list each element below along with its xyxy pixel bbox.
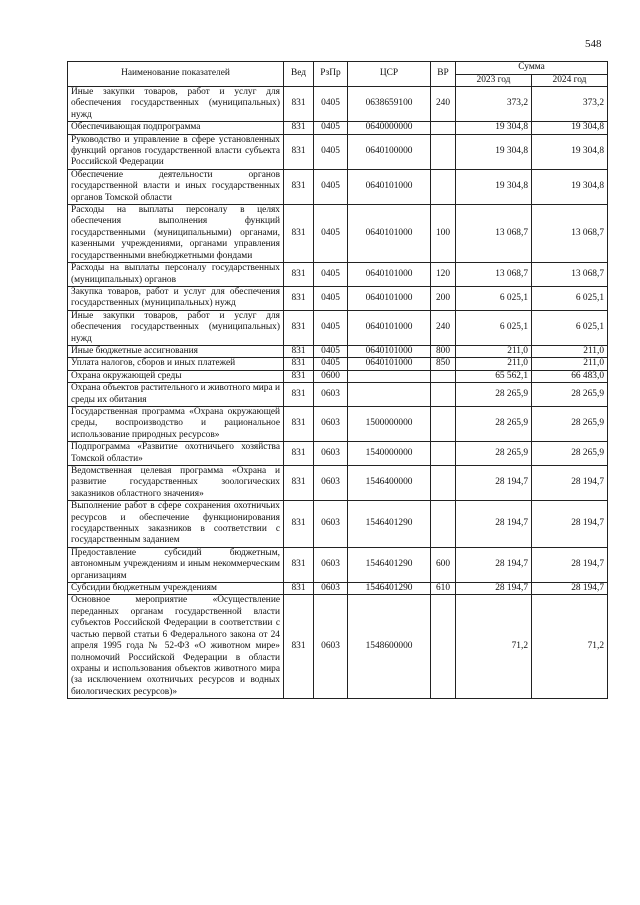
row-csr: 0640101000 [348, 205, 431, 263]
row-name: Ведомственная целевая программа «Охрана и развитие государственных зоологических заказников областного значения» [68, 466, 284, 501]
row-ved: 831 [284, 310, 314, 345]
row-sum-2024: 28 194,7 [532, 466, 608, 501]
row-vr [431, 406, 456, 441]
row-sum-2024: 28 194,7 [532, 547, 608, 582]
row-sum-2024: 28 194,7 [532, 583, 608, 595]
table-row [68, 466, 608, 501]
row-rzpr: 0405 [314, 122, 348, 134]
table-row [68, 310, 608, 345]
header-name: Наименование показателей [68, 62, 284, 87]
row-ved: 831 [284, 501, 314, 548]
header-sum: Сумма [456, 62, 608, 75]
row-vr: 200 [431, 286, 456, 310]
table-row [68, 205, 608, 263]
row-sum-2024: 71,2 [532, 595, 608, 699]
row-rzpr: 0603 [314, 583, 348, 595]
budget-table [67, 61, 608, 699]
row-sum-2024: 66 483,0 [532, 370, 608, 382]
row-sum-2024: 28 194,7 [532, 501, 608, 548]
row-sum-2024: 19 304,8 [532, 122, 608, 134]
table-row [68, 383, 608, 407]
row-csr: 0640101000 [348, 310, 431, 345]
row-vr: 120 [431, 263, 456, 287]
table-row [68, 345, 608, 357]
row-name: Подпрограмма «Развитие охотничьего хозяйства Томской области» [68, 442, 284, 466]
row-ved: 831 [284, 87, 314, 122]
row-name: Расходы на выплаты персоналу в целях обеспечения выполнения функций государственными (муниципальными) органами, казенными учреждениями, органами управления государственными внебюджетными фондами [68, 205, 284, 263]
row-vr: 610 [431, 583, 456, 595]
table-row [68, 87, 608, 122]
row-rzpr: 0405 [314, 169, 348, 204]
row-sum-2023: 71,2 [456, 595, 532, 699]
row-sum-2024: 28 265,9 [532, 383, 608, 407]
row-name: Закупка товаров, работ и услуг для обеспечения государственных (муниципальных) нужд [68, 286, 284, 310]
row-csr: 0640100000 [348, 134, 431, 169]
row-sum-2024: 19 304,8 [532, 134, 608, 169]
row-ved: 831 [284, 547, 314, 582]
header-csr: ЦСР [348, 62, 431, 87]
header-year-2024: 2024 год [532, 74, 608, 87]
row-vr [431, 169, 456, 204]
row-rzpr: 0603 [314, 547, 348, 582]
row-ved: 831 [284, 122, 314, 134]
row-sum-2023: 28 194,7 [456, 466, 532, 501]
row-vr [431, 442, 456, 466]
row-vr [431, 122, 456, 134]
row-ved: 831 [284, 205, 314, 263]
row-ved: 831 [284, 358, 314, 370]
row-sum-2024: 28 265,9 [532, 406, 608, 441]
row-sum-2023: 28 265,9 [456, 442, 532, 466]
row-sum-2023: 211,0 [456, 345, 532, 357]
header-year-2023: 2023 год [456, 74, 532, 87]
row-rzpr: 0603 [314, 406, 348, 441]
row-rzpr: 0405 [314, 134, 348, 169]
row-rzpr: 0603 [314, 442, 348, 466]
row-name: Уплата налогов, сборов и иных платежей [68, 358, 284, 370]
row-rzpr: 0405 [314, 310, 348, 345]
row-sum-2024: 13 068,7 [532, 263, 608, 287]
table-row [68, 263, 608, 287]
row-rzpr: 0405 [314, 286, 348, 310]
row-sum-2024: 6 025,1 [532, 286, 608, 310]
row-vr [431, 595, 456, 699]
row-sum-2023: 13 068,7 [456, 263, 532, 287]
row-sum-2023: 13 068,7 [456, 205, 532, 263]
row-vr [431, 134, 456, 169]
row-vr [431, 370, 456, 382]
row-vr: 600 [431, 547, 456, 582]
row-vr: 240 [431, 87, 456, 122]
row-sum-2023: 19 304,8 [456, 169, 532, 204]
row-name: Основное мероприятие «Осуществление переданных органам государственной власти субъектов Российской Федерации в соответствии с частью первой статьи 6 Федерального закона от 24 апреля 1995 года № 52-ФЗ «О животном мире» полномочий Российской Федерации в области охраны и использования объектов животного мира (за исключением охотничьих ресурсов и водных биологических ресурсов)» [68, 595, 284, 699]
row-sum-2023: 6 025,1 [456, 286, 532, 310]
row-sum-2023: 28 194,7 [456, 547, 532, 582]
table-body [68, 87, 608, 699]
row-sum-2024: 211,0 [532, 345, 608, 357]
row-sum-2023: 373,2 [456, 87, 532, 122]
row-rzpr: 0405 [314, 205, 348, 263]
row-csr: 0640101000 [348, 286, 431, 310]
row-name: Обеспечивающая подпрограмма [68, 122, 284, 134]
row-rzpr: 0603 [314, 595, 348, 699]
row-sum-2024: 28 265,9 [532, 442, 608, 466]
row-ved: 831 [284, 370, 314, 382]
row-sum-2023: 211,0 [456, 358, 532, 370]
row-csr: 1546400000 [348, 466, 431, 501]
row-csr: 1548600000 [348, 595, 431, 699]
row-vr: 800 [431, 345, 456, 357]
row-sum-2023: 6 025,1 [456, 310, 532, 345]
table-row [68, 501, 608, 548]
page-number: 548 [585, 38, 602, 50]
row-sum-2023: 65 562,1 [456, 370, 532, 382]
row-csr: 0640101000 [348, 263, 431, 287]
table-row [68, 134, 608, 169]
row-name: Субсидии бюджетным учреждениям [68, 583, 284, 595]
row-sum-2023: 19 304,8 [456, 134, 532, 169]
table-row [68, 358, 608, 370]
row-sum-2024: 211,0 [532, 358, 608, 370]
table-row [68, 442, 608, 466]
table-row [68, 406, 608, 441]
row-csr: 0638659100 [348, 87, 431, 122]
table-row [68, 370, 608, 382]
row-ved: 831 [284, 583, 314, 595]
row-sum-2024: 373,2 [532, 87, 608, 122]
row-csr: 0640101000 [348, 169, 431, 204]
row-rzpr: 0603 [314, 466, 348, 501]
header-vr: ВР [431, 62, 456, 87]
row-sum-2023: 28 265,9 [456, 406, 532, 441]
row-csr [348, 370, 431, 382]
row-csr: 0640101000 [348, 358, 431, 370]
table-row [68, 547, 608, 582]
row-name: Охрана окружающей среды [68, 370, 284, 382]
row-ved: 831 [284, 169, 314, 204]
row-sum-2024: 6 025,1 [532, 310, 608, 345]
row-csr: 1500000000 [348, 406, 431, 441]
row-csr: 1540000000 [348, 442, 431, 466]
row-sum-2024: 19 304,8 [532, 169, 608, 204]
header-rzpr: РзПр [314, 62, 348, 87]
row-rzpr: 0405 [314, 263, 348, 287]
row-vr [431, 466, 456, 501]
row-sum-2023: 28 194,7 [456, 501, 532, 548]
row-rzpr: 0405 [314, 87, 348, 122]
row-sum-2023: 28 265,9 [456, 383, 532, 407]
row-sum-2023: 19 304,8 [456, 122, 532, 134]
row-csr [348, 383, 431, 407]
row-ved: 831 [284, 442, 314, 466]
row-rzpr: 0603 [314, 383, 348, 407]
row-sum-2023: 28 194,7 [456, 583, 532, 595]
row-name: Предоставление субсидий бюджетным, автономным учреждениям и иным некоммерческим организациям [68, 547, 284, 582]
row-name: Обеспечение деятельности органов государственной власти и иных государственных органов Томской области [68, 169, 284, 204]
row-csr: 0640000000 [348, 122, 431, 134]
row-ved: 831 [284, 345, 314, 357]
row-rzpr: 0405 [314, 345, 348, 357]
row-csr: 1546401290 [348, 583, 431, 595]
row-ved: 831 [284, 595, 314, 699]
row-ved: 831 [284, 286, 314, 310]
row-name: Выполнение работ в сфере сохранения охотничьих ресурсов и обеспечение функционирования государственных заказников в соответствии с государственным заданием [68, 501, 284, 548]
row-rzpr: 0405 [314, 358, 348, 370]
row-vr [431, 383, 456, 407]
row-ved: 831 [284, 263, 314, 287]
table-row [68, 286, 608, 310]
table-row [68, 169, 608, 204]
row-ved: 831 [284, 134, 314, 169]
header-ved: Вед [284, 62, 314, 87]
table-row [68, 122, 608, 134]
table-header [68, 62, 608, 87]
row-vr: 850 [431, 358, 456, 370]
row-name: Иные бюджетные ассигнования [68, 345, 284, 357]
row-csr: 1546401290 [348, 547, 431, 582]
row-name: Охрана объектов растительного и животного мира и среды их обитания [68, 383, 284, 407]
row-name: Руководство и управление в сфере установленных функций органов государственной власти субъекта Российской Федерации [68, 134, 284, 169]
row-rzpr: 0600 [314, 370, 348, 382]
table-row [68, 583, 608, 595]
row-sum-2024: 13 068,7 [532, 205, 608, 263]
row-vr: 100 [431, 205, 456, 263]
row-name: Иные закупки товаров, работ и услуг для обеспечения государственных (муниципальных) нужд [68, 87, 284, 122]
table-row [68, 595, 608, 699]
row-ved: 831 [284, 383, 314, 407]
row-name: Расходы на выплаты персоналу государственных (муниципальных) органов [68, 263, 284, 287]
row-vr: 240 [431, 310, 456, 345]
row-ved: 831 [284, 406, 314, 441]
row-vr [431, 501, 456, 548]
row-name: Государственная программа «Охрана окружающей среды, воспроизводство и рациональное использование природных ресурсов» [68, 406, 284, 441]
row-csr: 1546401290 [348, 501, 431, 548]
row-rzpr: 0603 [314, 501, 348, 548]
row-ved: 831 [284, 466, 314, 501]
row-csr: 0640101000 [348, 345, 431, 357]
row-name: Иные закупки товаров, работ и услуг для обеспечения государственных (муниципальных) нужд [68, 310, 284, 345]
